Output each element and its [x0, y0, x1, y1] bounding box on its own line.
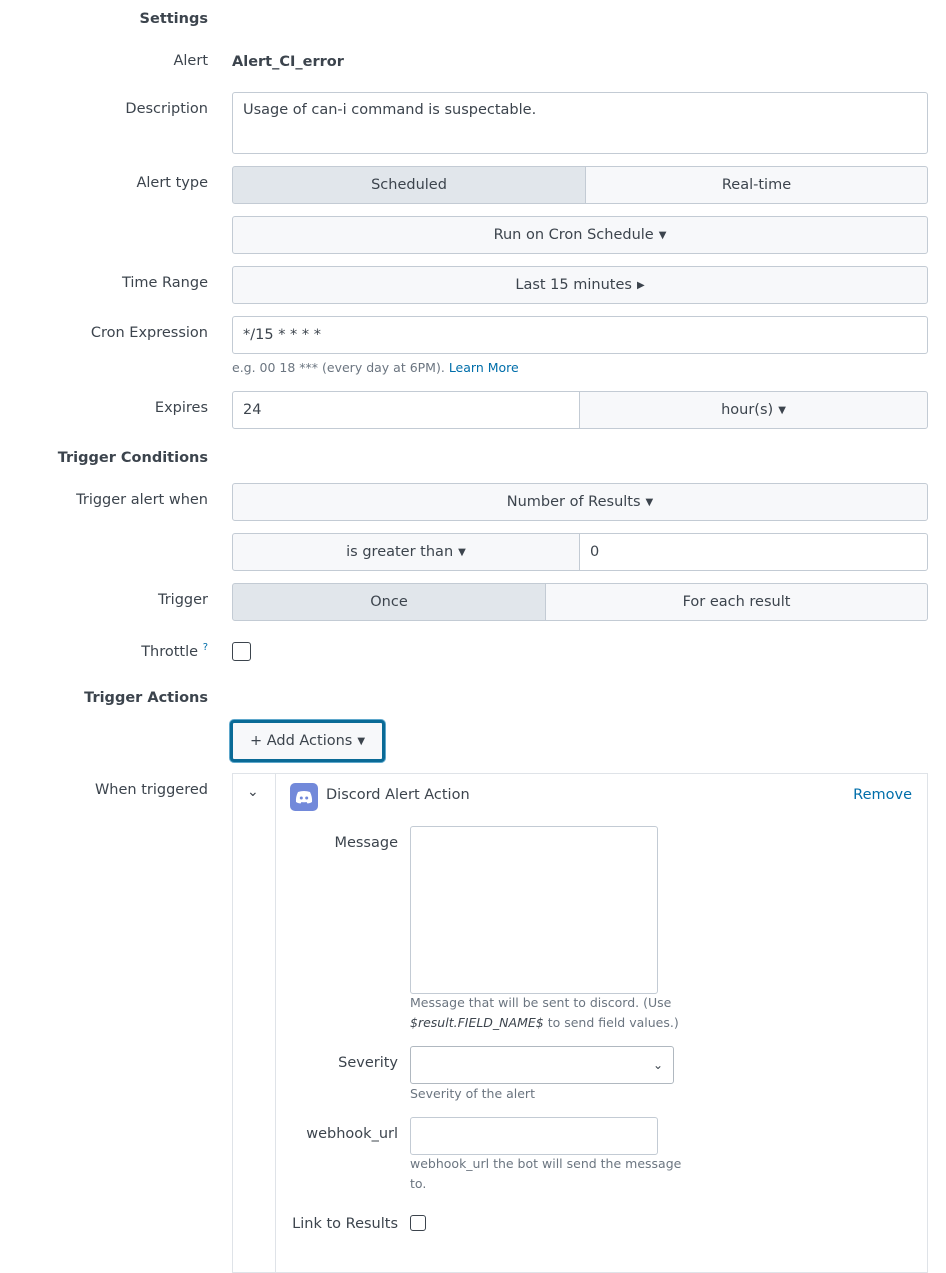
throttle-help-icon[interactable]: ?	[202, 642, 208, 653]
trigger-conditions-heading: Trigger Conditions	[57, 450, 208, 466]
throttle-checkbox[interactable]	[232, 642, 251, 661]
add-actions-button[interactable]	[230, 720, 385, 762]
trigger-actions-heading: Trigger Actions	[84, 690, 208, 706]
caret-down-icon: ▼	[458, 546, 466, 558]
expires-label: Expires	[154, 400, 208, 416]
action-title: Discord Alert Action	[326, 787, 470, 803]
trigger-when-label: Trigger alert when	[76, 492, 208, 508]
webhook-help: webhook_url the bot will send the message to.	[410, 1156, 682, 1191]
threshold-input[interactable]	[579, 533, 928, 571]
expires-input[interactable]	[232, 391, 580, 429]
trigger-condition-dropdown[interactable]	[232, 483, 928, 521]
threshold-value: 0	[590, 544, 600, 560]
alert-type-scheduled[interactable]: Scheduled	[232, 166, 586, 204]
trigger-once[interactable]: Once	[232, 583, 546, 621]
cron-label: Cron Expression	[90, 325, 208, 341]
caret-down-icon: ▼	[658, 229, 667, 241]
expires-value: 24	[243, 402, 262, 418]
link-to-results-label: Link to Results	[292, 1216, 398, 1232]
comparison-dropdown[interactable]	[232, 533, 580, 571]
message-help-suffix: to send field values.)	[547, 1015, 679, 1030]
message-textarea[interactable]	[410, 826, 658, 994]
cron-help: e.g. 00 18 *** (every day at 6PM).	[232, 360, 445, 375]
alert-name: Alert_CI_error	[232, 54, 344, 70]
expires-unit-dropdown[interactable]	[579, 391, 928, 429]
caret-right-icon: ▶	[636, 279, 645, 291]
message-help-variable: $result.FIELD_NAME$	[410, 1015, 544, 1030]
severity-help: Severity of the alert	[410, 1086, 535, 1101]
settings-heading: Settings	[139, 11, 208, 27]
learn-more-link[interactable]: Learn More	[448, 360, 519, 375]
webhook-label: webhook_url	[306, 1126, 398, 1142]
trigger-label: Trigger	[157, 592, 208, 608]
throttle-label: Throttle	[141, 643, 199, 660]
chevron-down-icon: ⌄	[652, 1058, 663, 1072]
severity-select[interactable]	[410, 1046, 674, 1084]
discord-icon	[290, 783, 318, 811]
alert-label: Alert	[173, 53, 208, 69]
severity-label: Severity	[338, 1055, 398, 1071]
caret-down-icon: ▼	[357, 735, 366, 747]
alert-type-label: Alert type	[136, 175, 208, 191]
chevron-down-icon[interactable]: ⌄	[247, 784, 259, 800]
message-help: Message that will be sent to discord. (Use	[410, 995, 672, 1010]
alert-type-realtime[interactable]: Real-time	[585, 166, 928, 204]
time-range-picker[interactable]	[232, 266, 928, 304]
message-label: Message	[334, 835, 398, 851]
cron-value: */15 * * * *	[243, 327, 322, 343]
when-triggered-label: When triggered	[94, 782, 208, 798]
description-text: Usage of can-i command is suspectable.	[243, 102, 537, 118]
comparison-value: is greater than	[346, 544, 454, 560]
link-to-results-checkbox[interactable]	[410, 1215, 426, 1231]
remove-action-link[interactable]: Remove	[853, 787, 912, 803]
cron-input[interactable]	[232, 316, 928, 354]
expires-unit-value: hour(s)	[721, 402, 774, 418]
time-range-label: Time Range	[121, 275, 208, 291]
schedule-dropdown[interactable]	[232, 216, 928, 254]
caret-down-icon: ▼	[778, 404, 786, 416]
caret-down-icon: ▼	[645, 496, 654, 508]
trigger-condition-value: Number of Results	[506, 494, 641, 510]
time-range-value: Last 15 minutes	[515, 277, 632, 293]
webhook-url-input[interactable]	[410, 1117, 658, 1155]
description-label: Description	[125, 101, 208, 117]
schedule-value: Run on Cron Schedule	[493, 227, 654, 243]
trigger-for-each-result[interactable]: For each result	[545, 583, 928, 621]
add-actions-label: + Add Actions	[249, 733, 353, 749]
description-textarea[interactable]	[232, 92, 928, 154]
